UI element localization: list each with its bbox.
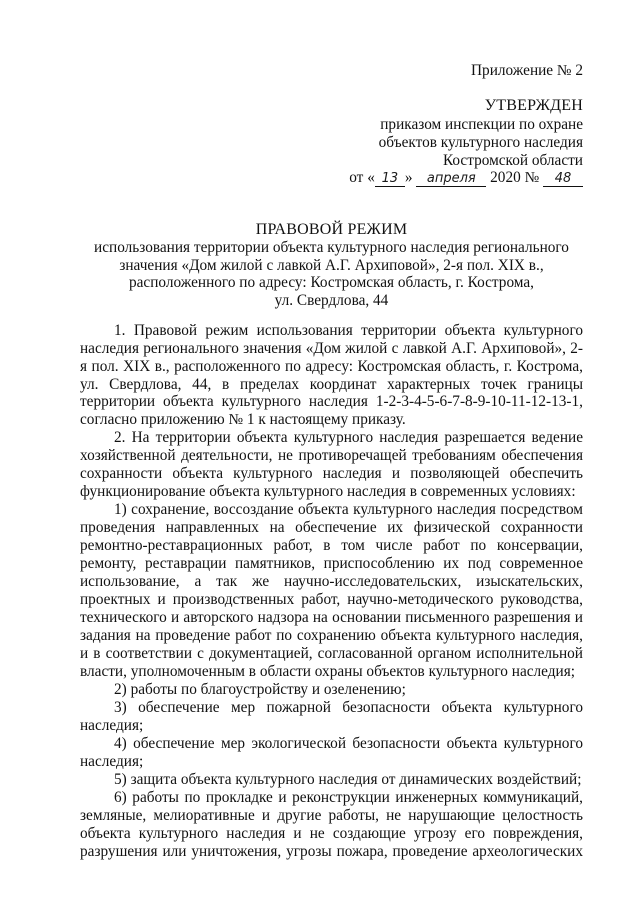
approved-by-line-2: объектов культурного наследия bbox=[378, 134, 583, 151]
approved-heading: УТВЕРЖДЕН bbox=[484, 97, 583, 114]
title-line-4: ул. Свердлова, 44 bbox=[274, 292, 389, 309]
body-line: технического и авторского надзора на основании письменного разрешения и bbox=[80, 609, 583, 626]
order-number: 48 bbox=[543, 171, 583, 187]
body-line: 2) работы по благоустройству и озеленению; bbox=[114, 681, 406, 698]
body-line: 3) обеспечение мер пожарной безопасности объекта культурного bbox=[114, 699, 583, 716]
date-day: 13 bbox=[375, 171, 405, 187]
body-line: земляные, мелиоративные и другие работы, не нарушающие целостность bbox=[80, 807, 583, 824]
order-date-line bbox=[80, 169, 583, 187]
body-line: сохранности объекта культурного наследия и позволяющей обеспечить bbox=[80, 465, 583, 482]
body-line: территории объекта культурного наследия 1-2-3-4-5-6-7-8-9-10-11-12-13-1, bbox=[80, 393, 583, 410]
body-line: 4) обеспечение мер экологической безопасности объекта культурного bbox=[114, 735, 583, 752]
body-line: 5) защита объекта культурного наследия от динамических воздействий; bbox=[114, 771, 582, 788]
body-line: 2. На территории объекта культурного наследия разрешается ведение bbox=[114, 429, 583, 446]
body-line: проведения направленных на обеспечение их физической сохранности bbox=[80, 519, 583, 536]
body-line: 6) работы по прокладке и реконструкции инженерных коммуникаций, bbox=[114, 789, 583, 806]
body-line: наследия; bbox=[80, 753, 144, 770]
body-line: объекта культурного наследия и не создающие угрозу его повреждения, bbox=[80, 825, 583, 842]
body-line: 1) сохранение, воссоздание объекта культурного наследия посредством bbox=[114, 501, 583, 518]
body-line: разрушения или уничтожения, угрозы пожара, проведение археологических bbox=[80, 843, 583, 860]
date-mid: » bbox=[404, 169, 413, 186]
document-title: ПРАВОВОЙ РЕЖИМ bbox=[255, 221, 408, 238]
date-year-number: 2020 № bbox=[490, 169, 540, 186]
body-line: использование, а так же научно-исследовательских, изыскательских, bbox=[80, 573, 583, 590]
approved-by-line-1: приказом инспекции по охране bbox=[380, 116, 583, 133]
body-line: наследия регионального значения «Дом жилой с лавкой А.Г. Архиповой», 2- bbox=[80, 340, 583, 357]
title-line-1: использования территории объекта культурного наследия регионального bbox=[94, 239, 569, 256]
body-line: ул. Свердлова, 44, в пределах координат характерных точек границы bbox=[80, 376, 583, 393]
body-line: хозяйственной деятельности, не противоречащей требованиям обеспечения bbox=[80, 447, 583, 464]
date-prefix: от « bbox=[349, 169, 375, 186]
body-line: я пол. XIX в., расположенного по адресу: Костромская область, г. Кострома, bbox=[80, 358, 583, 375]
body-line: функционирование объекта культурного наследия в современных условиях: bbox=[80, 483, 576, 500]
body-line: задания на проведение работ по сохранению объекта культурного наследия, bbox=[80, 627, 583, 644]
date-month: апреля bbox=[416, 171, 486, 187]
approved-by-line-3: Костромской области bbox=[442, 152, 583, 169]
body-line: 1. Правовой режим использования территории объекта культурного bbox=[114, 322, 583, 339]
title-line-2: значения «Дом жилой с лавкой А.Г. Архиповой», 2-я пол. XIX в., bbox=[119, 257, 544, 274]
body-line: и в соответствии с документацией, согласованной органом исполнительной bbox=[80, 645, 583, 662]
body-line: ремонту, реставрации памятников, приспособлению их под современное bbox=[80, 555, 583, 572]
body-line: наследия; bbox=[80, 717, 144, 734]
title-line-3: расположенного по адресу: Костромская область, г. Кострома, bbox=[128, 274, 534, 291]
body-line: ремонтно-реставрационных работ, в том числе работ по консервации, bbox=[80, 537, 583, 554]
body-line: согласно приложению № 1 к настоящему приказу. bbox=[80, 411, 406, 428]
body-line: власти, уполномоченным в области охраны объектов культурного наследия; bbox=[80, 663, 576, 680]
appendix-label: Приложение № 2 bbox=[471, 62, 583, 79]
body-line: проектных и производственных работ, научно-методического руководства, bbox=[80, 591, 583, 608]
